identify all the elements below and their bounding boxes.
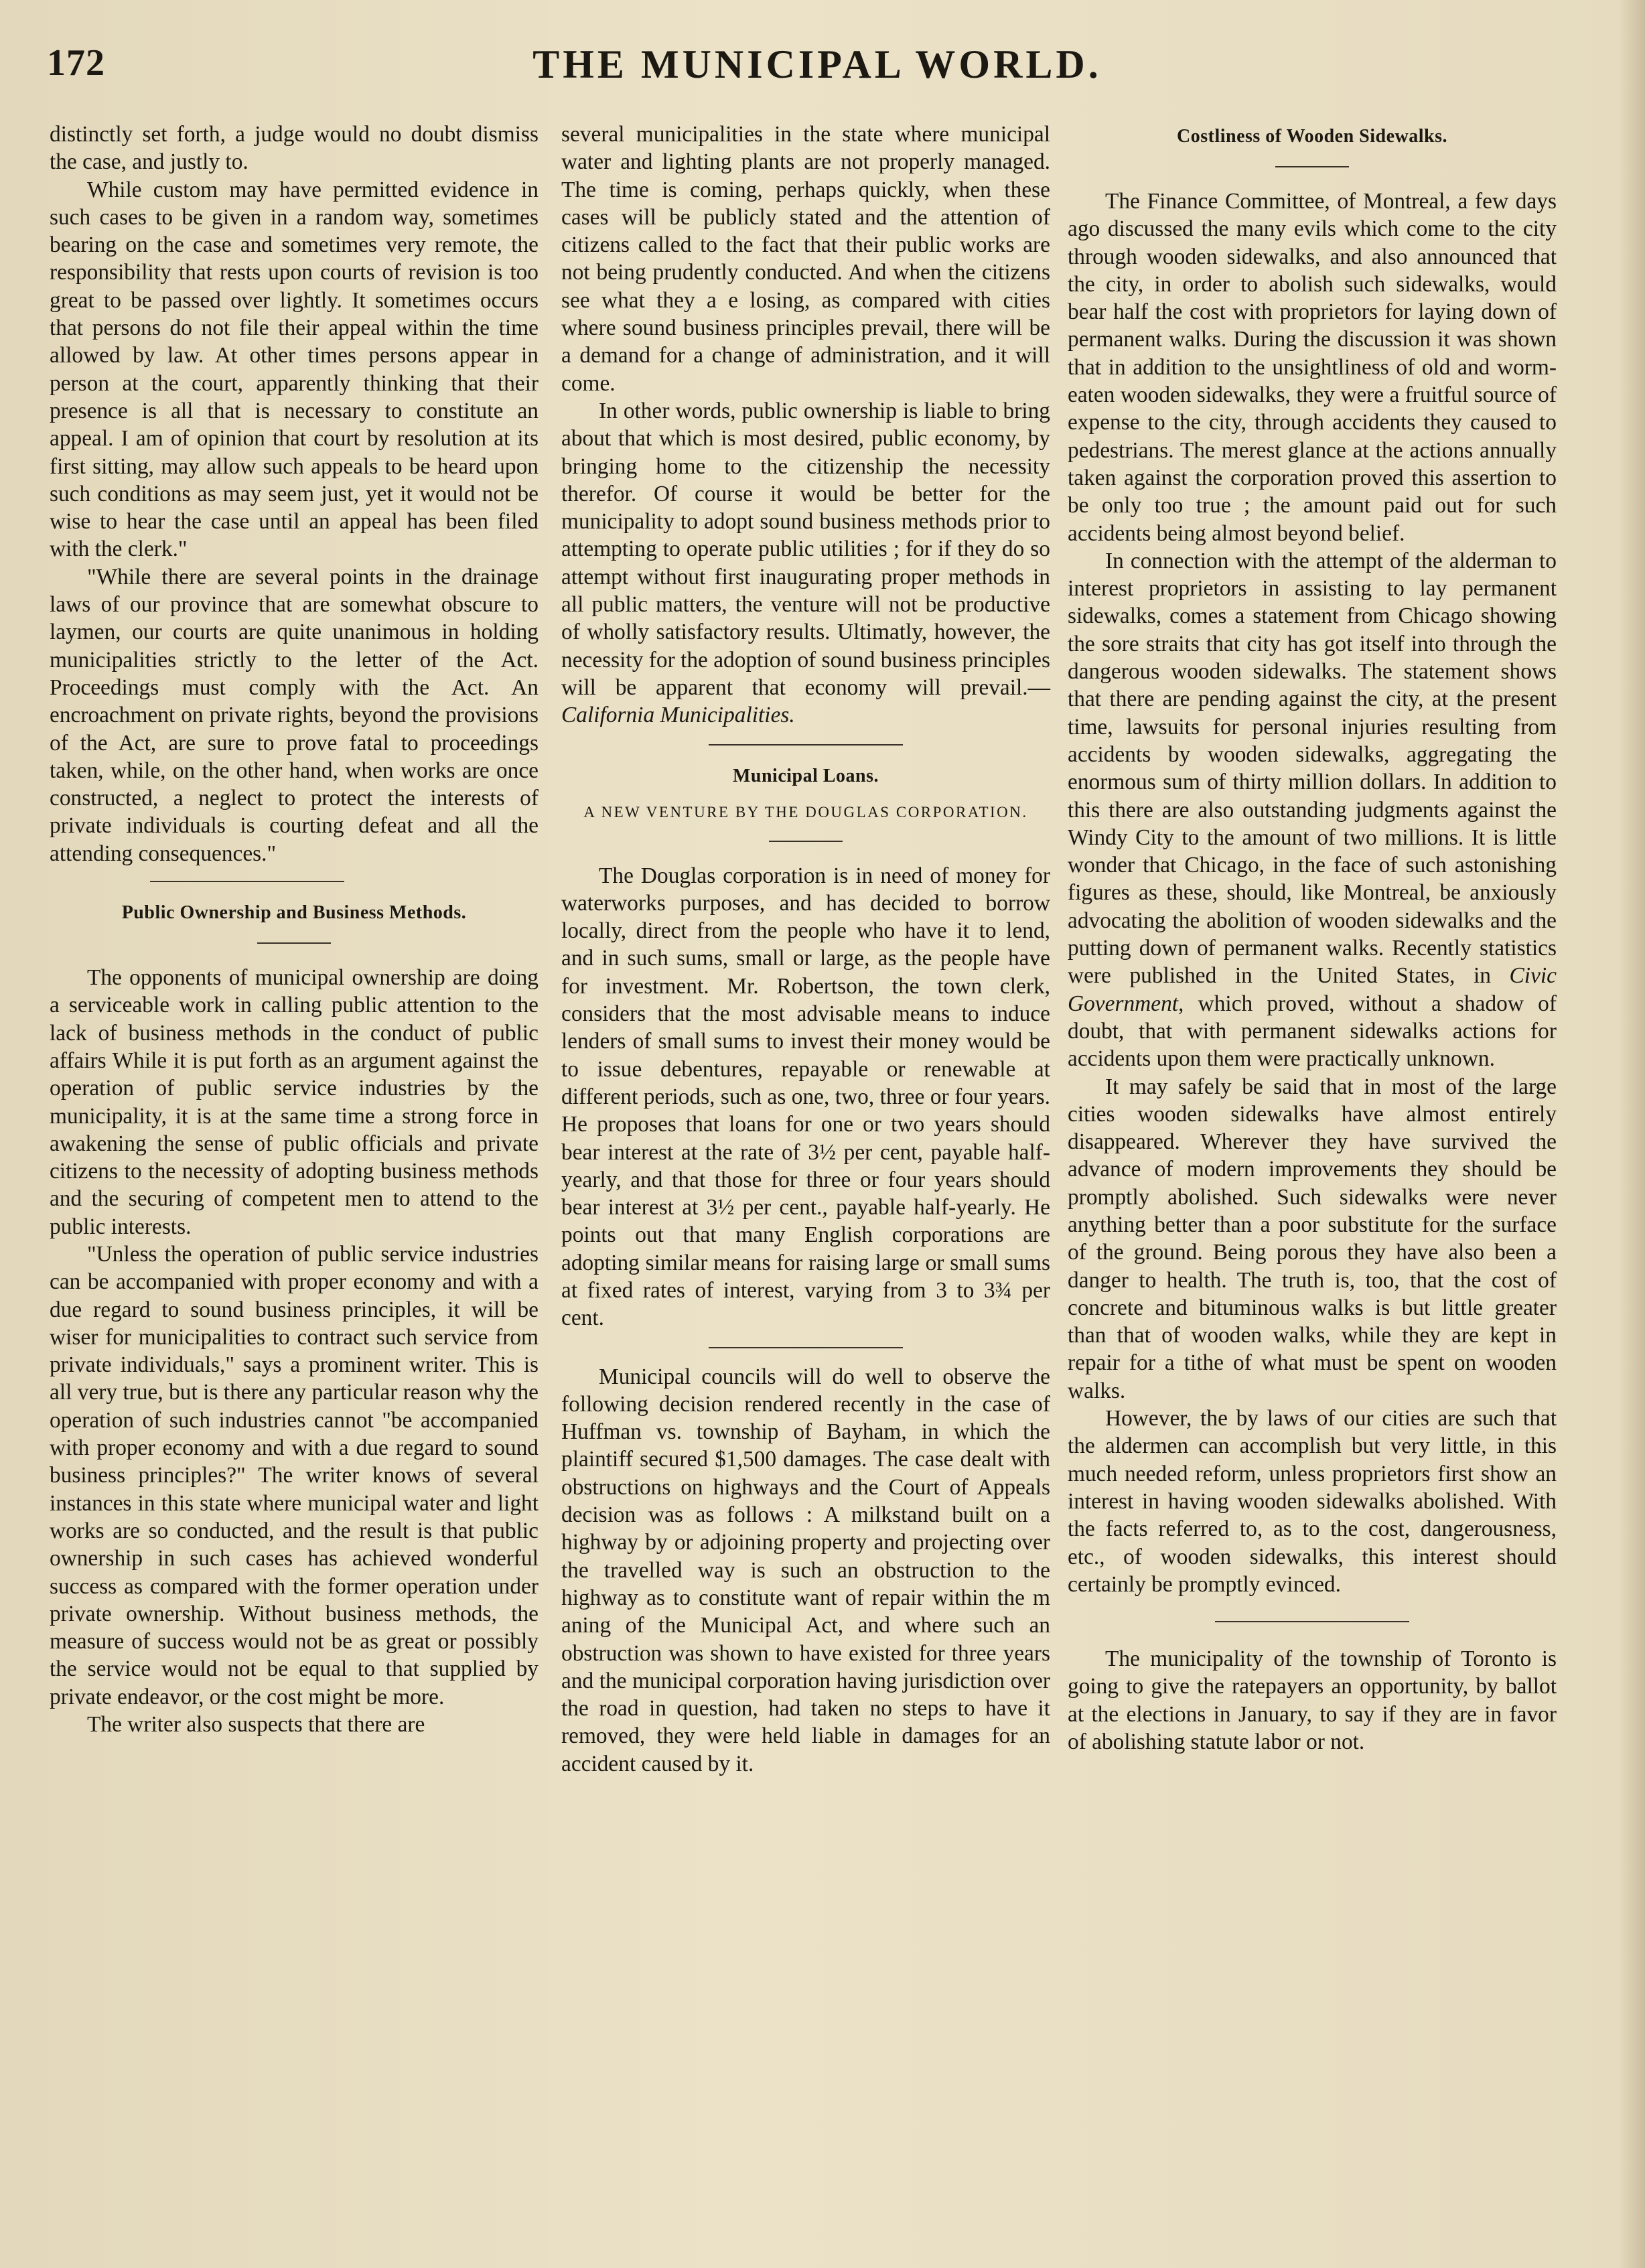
paragraph: "Unless the operation of public service industries can be accompanied with proper economy and with a due regard to sound business principles, it will be wiser for municipalities to contract such service from private individuals," says a prominent writer. This is all very true, but is there any particular reason why the operation of such industries cannot "be accompanied with proper economy and with a due regard to sound business principles?" The writer knows of several instances in this state where municipal water and light works are so conducted, and the result is that public ownership in such cases has achieved wonderful success as compared with the former operation under private ownership. Without business methods, the measure of success would not be as great or possibly the service would not be equal to that supplied by private endeavor, or the cost might be more. bbox=[50, 1241, 539, 1709]
publication-title: Civic Government, bbox=[1068, 963, 1557, 1016]
paragraph: The opponents of municipal ownership are doing a serviceable work in calling public attention to the lack of business methods in the conduct of public affairs While it is put forth as an argument against the operation of public service industries by the municipality, it is at the same time a strong force in awakening the sense of public officials and private citizens to the necessity of adopting business methods and the securing of competent men to attend to the public interests. bbox=[50, 965, 539, 1239]
paragraph: "While there are several points in the drainage laws of our province that are somewhat obscure to laymen, our courts are quite unanimous in holding municipalities strictly to the letter of the Act. Proceedings must comply with the Act. An encroachment on private rights, beyond the provisions of the Act, are sure to prove fatal to proceedings taken, while, on the other hand, when works are once constructed, a neglect to protect the interests of private individuals is courting defeat and all the attending consequences." bbox=[50, 564, 539, 866]
paragraph: Municipal councils will do well to observe the following decision rendered recently in the case of Huffman vs. township of Bayham, in which the plaintiff secured $1,500 damages. The case dealt with obstructions on highways and the Court of Appeals decision was as follows : A milkstand built on a highway by or adjoining property and projecting over the travelled way is such an obstruction to the highway as to constitute want of repair within the m aning of the Municipal Act, and where such an obstruction was shown to have existed for three years and the municipal corporation having jurisdiction over the road in question, had taken no steps to have it removed, they were held liable in damages for an accident caused by it. bbox=[561, 1364, 1050, 1776]
paragraph: However, the by laws of our cities are such that the aldermen can accomplish but very little, in this much needed reform, unless proprietors first show an interest in having wooden sidewalks abolished. With the facts referred to, as to the cost, dangerousness, etc., of wooden sidewalks, this interest should certainly be promptly evinced. bbox=[1068, 1406, 1557, 1597]
paragraph: The municipality of the township of Toronto is going to give the ratepayers an opportunity, by ballot at the elections in January, to say if they are in favor of abolishing statute labor or not. bbox=[1068, 1646, 1557, 1755]
paragraph: The writer also suspects that there are bbox=[87, 1712, 425, 1738]
section-title-public-ownership: Public Ownership and Business Methods. bbox=[121, 902, 467, 924]
paragraph bbox=[561, 397, 1050, 729]
paragraph-text: which proved, without a shadow of doubt, that with permanent sidewalks actions for accidents upon them were practically unknown. bbox=[1068, 991, 1557, 1072]
paragraph: The Finance Committee, of Montreal, a few days ago discussed the many evils which come to the city through wooden sidewalks, and also announced that the city, in order to abolish such sidewalks, would bear half the cost with proprietors for laying down of permanent walks. During the discussion it was shown that in addition to the unsightliness of old and worm-eaten wooden sidewalks, they were a fruitful source of expense to the city, through accidents they caused to pedestrians. The merest glance at the actions annually taken against the corporation proved this assertion to be only too true ; the amount paid out for such accidents being almost beyond belief. bbox=[1068, 189, 1557, 546]
section-divider bbox=[709, 744, 903, 746]
paragraph: It may safely be said that in most of the large cities wooden sidewalks have almost entirely disappeared. Wherever they have survived the advance of modern improvements they should be promptly abolished. Such sidewalks were never anything better than a poor substitute for the surface of the ground. Being porous they have also been a danger to health. The truth is, too, that the cost of concrete and bituminous walks is but little greater than that of wooden walks, while they are kept in repair for a tithe of what must be spent on wooden walks. bbox=[1068, 1074, 1557, 1403]
page-edge-shadow bbox=[1618, 0, 1645, 2268]
section-subtitle: A NEW VENTURE BY THE DOUGLAS CORPORATION. bbox=[583, 803, 1028, 821]
column-right bbox=[1068, 121, 1557, 1756]
paragraph-text: In other words, public ownership is liable to bring about that which is most desired, public economy, by bringing home to the citizenship the necessity therefor. Of course it would be better for the municipality to adopt sound business methods prior to attempting to operate public utilities ; for if they do so attempt without first inaugurating proper methods in all public matters, the venture will not be productive of wholly satisfactory results. Ultimatly, however, the necessity for the adoption of sound business principles will be apparent that economy will prevail.— bbox=[561, 398, 1050, 700]
section-divider bbox=[709, 1347, 903, 1348]
column-middle bbox=[561, 121, 1050, 1778]
source-citation: California Municipalities. bbox=[561, 703, 795, 728]
page-header bbox=[47, 42, 1587, 95]
paragraph: While custom may have permitted evidence in such cases to be given in a random way, sometimes bearing on the case and sometimes very remote, the responsibility that rests upon courts of revision is too great to be passed over lightly. It sometimes occurs that persons do not file their appeal within the time allowed by law. At other times persons appear in person at the court, apparently thinking that their presence is all that is necessary to constitute an appeal. I am of opinion that court by resolution at its first sitting, may allow such appeals to be heard upon such conditions as may seem just, yet it would not be wise to hear the case until an appeal has been filed with the clerk." bbox=[50, 177, 539, 562]
page-number: 172 bbox=[47, 42, 105, 84]
title-rule bbox=[257, 942, 331, 944]
section-divider bbox=[150, 881, 344, 882]
section-divider bbox=[1215, 1621, 1409, 1622]
running-title: THE MUNICIPAL WORLD. bbox=[532, 42, 1102, 86]
section-title-wooden-sidewalks: Costliness of Wooden Sidewalks. bbox=[1177, 126, 1447, 147]
paragraph-text: In connection with the attempt of the alderman to interest proprietors in assisting to lay permanent sidewalks, comes a statement from Chicago showing the sore straits that city has got itself into through the dangerous wooden sidewalks. The statement shows that there are pending against the city, at the present time, lawsuits for personal injuries resulting from accidents by wooden sidewalks, aggregating the enormous sum of thirty million dollars. In addition to this there are also outstanding judgments against the Windy City to the amount of two millions. It is little wonder that Chicago, in the face of such astonishing figures as these, should, like Montreal, be anxiously advocating the abolition of wooden sidewalks and the putting down of permanent walks. Recently statistics were published in the United States, in bbox=[1068, 548, 1557, 989]
paragraph: several municipalities in the state where municipal water and lighting plants are not properly managed. The time is coming, perhaps quickly, when these cases will be publicly stated and the attention of citizens called to the fact that their public works are not being prudently conducted. And when the citizens see what they a e losing, as compared with cities where sound business principles prevail, there will be a demand for a change of administration, and it will come. bbox=[561, 122, 1050, 396]
column-left bbox=[50, 121, 539, 1738]
paragraph: The Douglas corporation is in need of money for waterworks purposes, and has decided to borrow locally, direct from the people who have it to lend, and in such sums, small or large, as the people have for investment. Mr. Robertson, the town clerk, considers that the most advisable means to induce lenders of small sums to invest their money would be to issue debentures, repayable or renewable at different periods, such as one, two, three or four years. He proposes that loans for one or two years should bear interest at the rate of 3½ per cent, payable half-yearly, and that those for three or four years should bear interest at 3½ per cent., payable half-yearly. He points out that many English corporations are adopting similar means for raising large or small sums at fixed rates of interest, varying from 3 to 3¾ per cent. bbox=[561, 863, 1050, 1331]
title-rule bbox=[769, 841, 843, 842]
paragraph bbox=[1068, 547, 1557, 1073]
paragraph: distinctly set forth, a judge would no doubt dismiss the case, and justly to. bbox=[50, 122, 539, 175]
section-title-municipal-loans: Municipal Loans. bbox=[732, 765, 879, 786]
title-rule bbox=[1275, 166, 1349, 167]
